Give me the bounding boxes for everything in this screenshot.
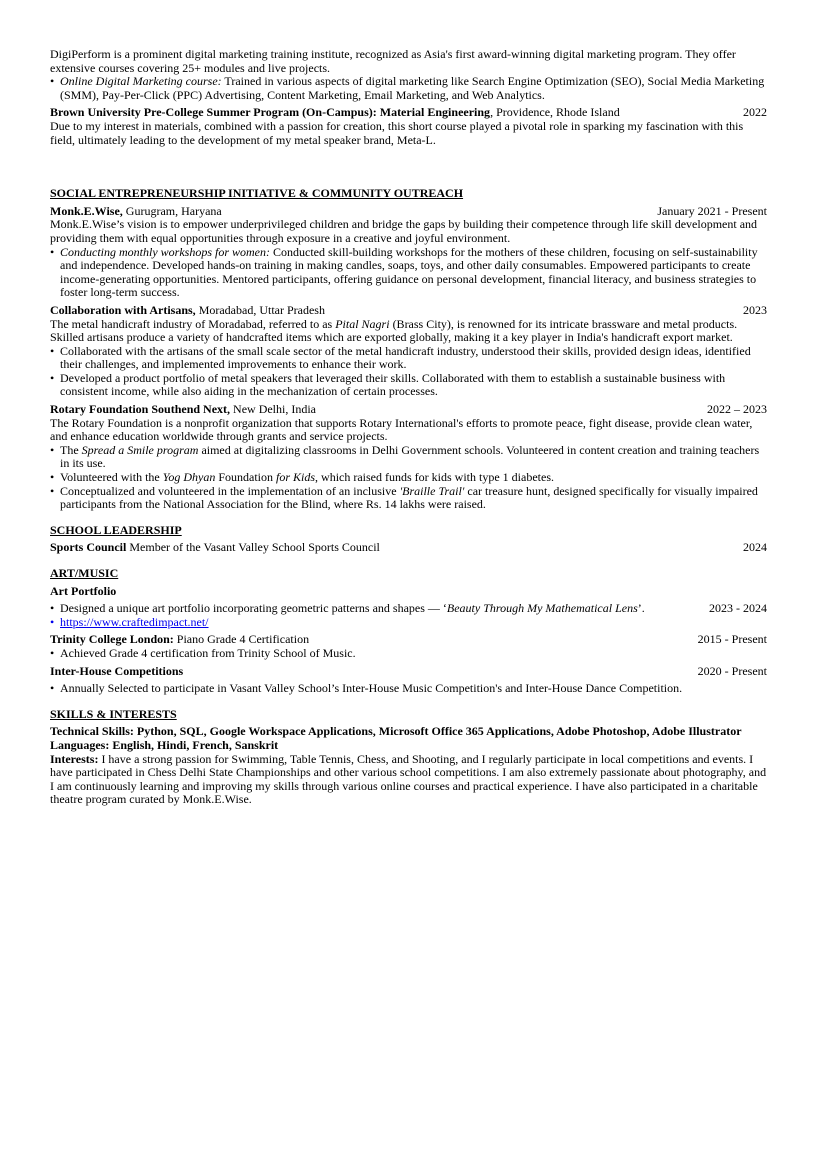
section-title-social: SOCIAL ENTREPRENEURSHIP INITIATIVE & COMMUNITY OUTREACH <box>50 186 464 201</box>
brown-title: Brown University Pre-College Summer Program (On-Campus): Material Engineering <box>50 105 491 120</box>
resume-page <box>50 48 767 807</box>
list-item: • Volunteered with the Yog Dhyan Foundation for Kids, which raised funds for kids with type 1 diabetes. <box>50 471 767 485</box>
monk-description: Monk.E.Wise’s vision is to empower underprivileged children and bridge the gaps by building their competence through life skill development and providing them with equal opportunities through exposure in a creative and joyful environment. <box>50 217 758 245</box>
portfolio-link[interactable]: https://www.craftedimpact.net/ <box>60 614 209 629</box>
artisans-bullets <box>50 345 767 399</box>
rotary-date: 2022 – 2023 <box>707 402 767 417</box>
rotary-bullets <box>50 444 767 512</box>
interhouse-date: 2020 - Present <box>697 663 767 678</box>
list-item: • Developed a product portfolio of metal speakers that leveraged their skills. Collaborated with them to establish a sustainable business with consistent income, while also aiding in the mechanization of certain processes. <box>50 372 767 399</box>
list-item: • Achieved Grade 4 certification from Trinity School of Music. <box>50 647 767 661</box>
languages: Languages: English, Hindi, French, Sanskrit <box>50 737 279 752</box>
artisans-entry-header: Collaboration with Artisans, Moradabad, Uttar Pradesh 2023 <box>50 302 767 317</box>
rotary-description: The Rotary Foundation is a nonprofit organization that supports Rotary International's efforts to promote peace, fight disease, provide clean water, and enhance education worldwide through grants and service projects. <box>50 415 753 444</box>
artisans-date: 2023 <box>743 302 767 317</box>
sports-entry: Sports Council Member of the Vasant Valley School Sports Council 2024 <box>50 540 767 555</box>
list-item: • Conceptualized and volunteered in the implementation of an inclusive 'Braille Trail' car treasure hunt, designed specifically for visually impaired participants from the National Association for the Blind, where Rs. 14 lakhs were raised. <box>50 485 767 512</box>
trinity-date: 2015 - Present <box>697 632 767 647</box>
list-item: • Annually Selected to participate in Vasant Valley School’s Inter-House Music Competition's and Inter-House Dance Competition. <box>50 682 767 696</box>
trinity-entry-header: Trinity College London: Piano Grade 4 Certification 2015 - Present <box>50 632 767 647</box>
brown-entry-header: Brown University Pre-College Summer Program (On-Campus): Material Engineering, Providence, Rhode Island 2022 <box>50 105 767 120</box>
list-item: • Collaborated with the artisans of the small scale sector of the metal handicraft industry, understood their skills, provided design ideas, identified their challenges, and implemented improvements to enhance their work. <box>50 345 767 372</box>
sports-date: 2024 <box>743 540 767 555</box>
digiperform-bullets <box>50 75 767 102</box>
monk-entry-header: Monk.E.Wise, Gurugram, Haryana January 2021 - Present <box>50 203 767 218</box>
portfolio-bullets <box>50 602 767 629</box>
monk-date: January 2021 - Present <box>657 203 767 218</box>
rotary-entry-header: Rotary Foundation Southend Next, New Delhi, India 2022 – 2023 <box>50 402 767 417</box>
section-title-skills: SKILLS & INTERESTS <box>50 706 177 721</box>
interhouse-bullets <box>50 682 767 696</box>
digiperform-description: DigiPerform is a prominent digital marketing training institute, recognized as Asia's first award-winning digital marketing program. They offer extensive courses covering 25+ modules and live projects. <box>50 47 736 75</box>
section-title-art: ART/MUSIC <box>50 566 119 580</box>
brown-description: Due to my interest in materials, combined with a passion for creation, this short course played a pivotal role in sparking my fascination with this field, ultimately leading to the development of my metal speaker brand, Meta-L. <box>50 118 744 147</box>
list-item: • The Spread a Smile program aimed at digitalizing classrooms in Delhi Government schools. Volunteered in content creation and training teachers in its use. <box>50 444 767 471</box>
portfolio-heading: Art Portfolio <box>50 583 117 598</box>
list-item <box>50 616 767 630</box>
portfolio-date: 2023 - 2024 <box>709 601 767 616</box>
list-item: • Online Digital Marketing course: Trained in various aspects of digital marketing like Search Engine Optimization (SEO), Social Media Marketing (SMM), Pay-Per-Click (PPC) Advertising, Content Marketing, Email Marketing, and Web Analytics. <box>50 75 767 102</box>
section-title-school: SCHOOL LEADERSHIP <box>50 522 182 537</box>
trinity-bullets <box>50 647 767 661</box>
technical-skills: Technical Skills: Python, SQL, Google Workspace Applications, Microsoft Office 365 Applications, Adobe Photoshop, Adobe Illustrator <box>50 724 742 739</box>
list-item: • Designed a unique art portfolio incorporating geometric patterns and shapes — ‘Beauty Through My Mathematical Lens’. 2023 - 2024 <box>50 602 767 616</box>
interests: Interests: I have a strong passion for Swimming, Table Tennis, Chess, and Shooting, and I regularly participate in local competitions and events. I have participated in Chess Delhi State Championships and other various school competitions. I am also extremely passionate about photography, and I am continuously learning and improving my skills through various online courses and practical experience. I have also participated in a charitable theatre program curated by Monk.E.Wise. <box>50 751 767 807</box>
list-item: • Conducting monthly workshops for women: Conducted skill-building workshops for the mothers of these children, focusing on self-sustainability and independence. Developed hands-on training in making candles, soaps, toys, and other daily consumables. Empowered participants to create income-generating opportunities. Mentored participants, offering guidance on personal development, financial literacy, and business strategies to foster long-term success. <box>50 246 767 300</box>
brown-date: 2022 <box>743 105 767 120</box>
interhouse-entry-header: Inter-House Competitions 2020 - Present <box>50 663 767 678</box>
artisans-description: The metal handicraft industry of Moradabad, referred to as Pital Nagri (Brass City), is renowned for its intricate brassware and metal products. Skilled artisans produce a variety of handcrafted items which are exported globally, making it a key player in India's handicraft export market. <box>50 316 738 345</box>
monk-bullets <box>50 246 767 300</box>
